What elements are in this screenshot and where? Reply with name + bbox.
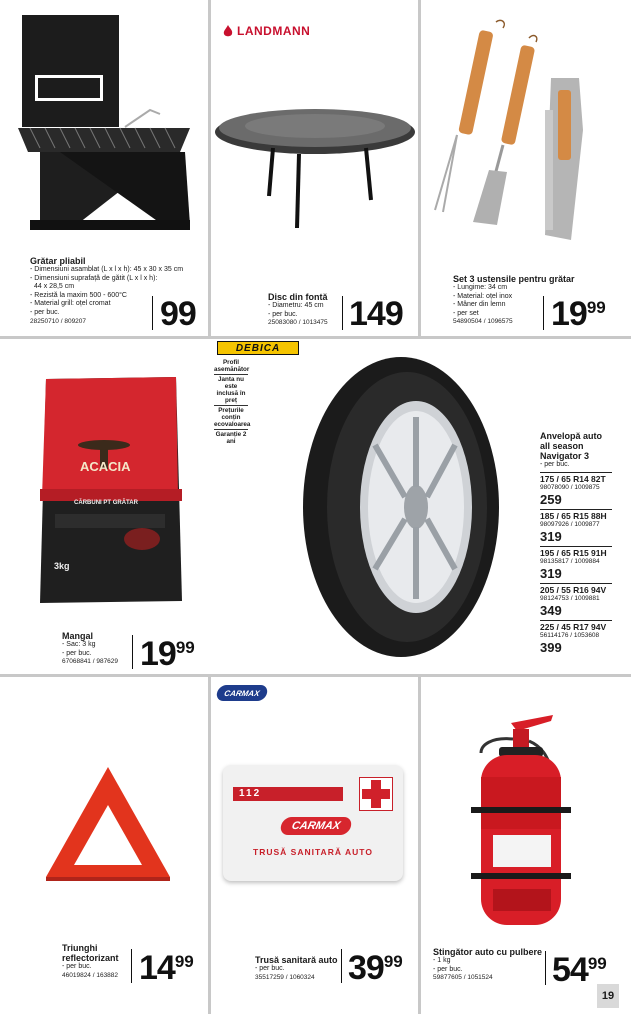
divider <box>540 620 612 621</box>
product-code: 56114176 / 1053608 <box>540 631 600 639</box>
product-name: Stingător auto cu pulbere <box>433 947 543 957</box>
bag-line: CĂRBUNI PT GRĂTAR <box>74 500 138 506</box>
price-cents: 99 <box>586 298 606 317</box>
divider <box>540 472 612 473</box>
price-divider <box>131 949 132 983</box>
product-name: Grătar pliabil <box>30 256 86 266</box>
product-name: Anvelopă auto <box>540 431 603 441</box>
product-code: 59877605 / 1051524 <box>433 974 493 982</box>
spec-line: - Lungime: 34 cm <box>453 284 508 291</box>
product-card-tire[interactable] <box>211 339 631 674</box>
product-code: 98097926 / 1009877 <box>540 520 600 528</box>
cast-iron-disc-image <box>211 50 418 250</box>
info-item: Prețurile conțin ecovaloarea <box>214 407 251 428</box>
tire-info-box <box>214 358 251 446</box>
price-divider <box>545 951 546 985</box>
price-cents: 99 <box>175 638 195 657</box>
landmann-logo <box>221 24 310 38</box>
charcoal-bag-image <box>0 339 208 614</box>
product-card-firstaid[interactable] <box>211 677 418 1014</box>
warning-triangle-image <box>0 737 208 957</box>
product-code: 67068841 / 987629 <box>62 658 119 666</box>
price-tag <box>552 953 607 987</box>
bag-weight: 3kg <box>54 561 70 571</box>
spec-line: - per buc. <box>62 649 92 657</box>
product-name: Disc din fontă <box>268 292 328 302</box>
price-cents: 99 <box>587 954 607 973</box>
price-main: 99 <box>160 295 196 333</box>
per-unit: - per buc. <box>540 461 570 468</box>
spec-line: - per buc. <box>268 310 298 318</box>
tire-size: 195 / 65 R15 91H <box>540 547 607 558</box>
info-item: Janta nu este inclusă în preț <box>214 375 248 406</box>
tire-price: 259 <box>540 491 562 507</box>
price-tag <box>160 297 196 331</box>
foldable-grill-image <box>0 0 208 250</box>
price-main: 19 <box>551 295 587 333</box>
tire-size-list <box>540 431 628 655</box>
price-main: 19 <box>140 635 176 673</box>
spec-line: - Mâner din lemn <box>453 301 506 309</box>
price-tag <box>140 637 195 671</box>
tire-size: 175 / 65 R14 82T <box>540 473 606 484</box>
price-main: 14 <box>139 949 175 987</box>
spec-line: - per set <box>453 309 479 317</box>
product-name: Navigator 3 <box>540 451 590 461</box>
flame-icon <box>221 24 235 38</box>
price-main: 54 <box>552 951 588 989</box>
price-tag <box>349 297 403 331</box>
bag-brand: ACACIA <box>80 459 131 474</box>
spec-line: - Material: oțel inox <box>453 292 513 300</box>
price-main: 39 <box>348 949 384 987</box>
product-name: reflectorizant <box>62 953 119 963</box>
tire-price: 399 <box>540 639 562 655</box>
spec-line: - Sac: 3 kg <box>62 641 96 648</box>
product-code: 46019824 / 163882 <box>62 971 119 979</box>
price-divider <box>132 635 133 669</box>
product-code: 98078090 / 1009875 <box>540 483 600 491</box>
tire-size: 225 / 45 R17 94V <box>540 621 607 632</box>
kit-brand: CARMAX <box>279 817 353 835</box>
page-number: 19 <box>597 984 619 1008</box>
price-tag <box>139 951 194 985</box>
price-tag <box>348 951 403 985</box>
product-card-utensils[interactable] <box>421 0 631 336</box>
spec-line: 44 x 28,5 cm <box>34 283 75 291</box>
spec-line: - per buc. <box>30 308 60 316</box>
spec-line: - Dimensiuni suprafață de gătit (L x l x h): <box>30 274 158 282</box>
price-divider <box>342 296 343 330</box>
first-aid-kit-image <box>223 765 403 881</box>
spec-line: - Dimensiuni asamblat (L x l x h): 45 x 30 x 35 cm <box>30 266 184 273</box>
divider <box>540 509 612 510</box>
tire-size: 205 / 55 R16 94V <box>540 584 607 595</box>
product-name: Mangal <box>62 631 94 641</box>
product-code: 54890504 / 1096575 <box>453 318 513 326</box>
product-code: 25083080 / 1013475 <box>268 319 328 327</box>
product-card-extinguisher[interactable] <box>421 677 631 1014</box>
brand-name: LANDMANN <box>237 24 311 38</box>
spec-line: - per buc. <box>255 965 285 972</box>
kit-label: TRUSĂ SANITARĂ AUTO <box>253 847 373 857</box>
product-card-charcoal[interactable] <box>0 339 208 674</box>
product-code: 28250710 / 809207 <box>30 317 87 325</box>
price-divider <box>543 296 544 330</box>
grill-utensils-image <box>421 0 631 260</box>
product-name: Set 3 ustensile pentru grătar <box>453 274 575 284</box>
tire-price: 349 <box>540 602 562 618</box>
spec-line: - Material grill: oțel cromat <box>30 300 111 308</box>
price-tag <box>551 297 606 331</box>
product-card-disc[interactable] <box>211 0 418 336</box>
fire-extinguisher-image <box>421 707 631 967</box>
product-name: Triunghi <box>62 943 98 953</box>
price-main: 149 <box>349 295 403 333</box>
product-name: all season <box>540 441 584 451</box>
kit-number: 112 <box>239 788 262 799</box>
spec-line: - per buc. <box>433 965 463 973</box>
debica-logo <box>217 341 299 355</box>
product-card-triangle[interactable] <box>0 677 208 1014</box>
divider <box>540 583 612 584</box>
price-cents: 99 <box>383 952 403 971</box>
price-cents: 99 <box>174 952 194 971</box>
tire-price: 319 <box>540 528 562 544</box>
spec-line: - Diametru: 45 cm <box>268 302 324 309</box>
divider <box>540 546 612 547</box>
tire-price: 319 <box>540 565 562 581</box>
brand-name: CARMAX <box>223 688 261 698</box>
tire-image <box>301 347 511 667</box>
carmax-logo <box>215 685 268 701</box>
spec-line: - 1 kg <box>433 957 451 964</box>
product-card-grill[interactable] <box>0 0 208 336</box>
spec-line: - Rezistă la maxim 500 - 600°C <box>30 291 127 299</box>
info-item: Profil asemănător <box>214 359 250 373</box>
product-name: Trusă sanitară auto <box>255 955 338 965</box>
price-divider <box>152 296 153 330</box>
product-code: 98135817 / 1009884 <box>540 557 600 565</box>
product-code: 35517259 / 1060324 <box>255 973 315 981</box>
product-code: 98124753 / 1009881 <box>540 594 600 602</box>
tire-size: 185 / 65 R15 88H <box>540 510 607 521</box>
brand-name: DEBICA <box>235 342 281 354</box>
info-item: Garanție 2 ani <box>215 431 247 445</box>
price-divider <box>341 949 342 983</box>
spec-line: - per buc. <box>62 963 92 970</box>
